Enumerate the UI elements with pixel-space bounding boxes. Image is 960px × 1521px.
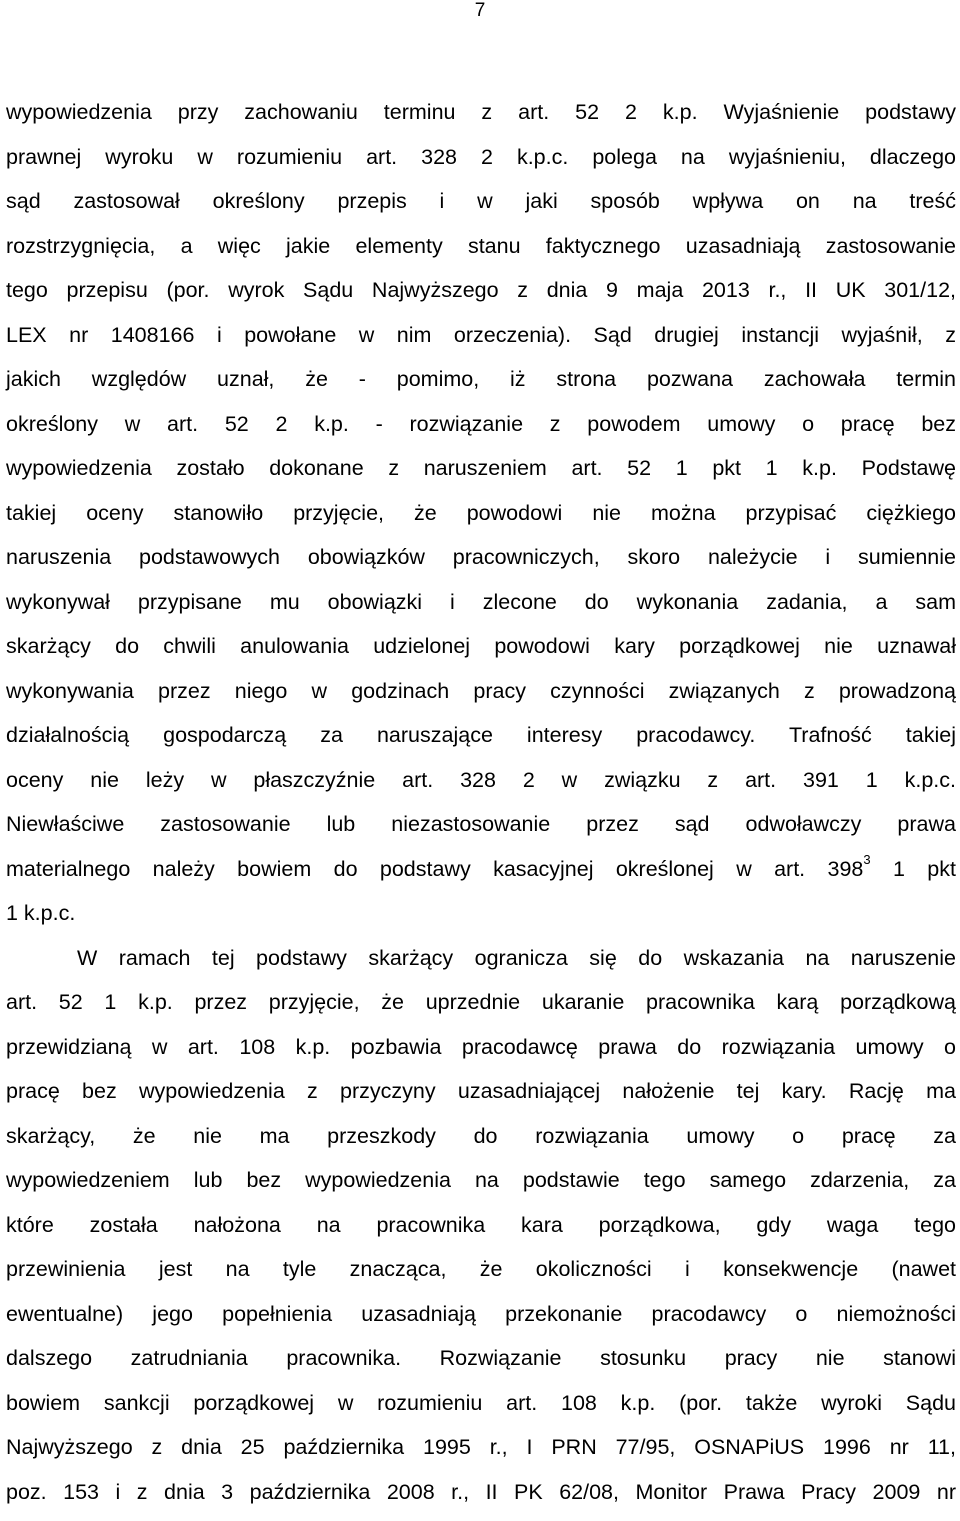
text-line [6, 943, 956, 988]
text-line [6, 1254, 956, 1299]
line-text: przewidzianą w art. 108 k.p. pozbawia pracodawcę prawa do rozwiązania umowy o [6, 1035, 956, 1059]
text-line [6, 1432, 956, 1477]
line-text: przewinienia jest na tyle znacząca, że okoliczności i konsekwencje (nawet [6, 1257, 956, 1281]
superscript: 3 [863, 852, 870, 867]
text-line [6, 498, 956, 543]
text-line [6, 142, 956, 187]
line-text: 1 k.p.c. [6, 901, 75, 925]
text-line [6, 1210, 956, 1255]
text-line [6, 1032, 956, 1077]
text-line [6, 1388, 956, 1433]
text-line [6, 364, 956, 409]
line-text: Niewłaściwe zastosowanie lub niezastosowanie przez sąd odwoławczy prawa [6, 812, 956, 836]
text-line [6, 676, 956, 721]
text-line [6, 631, 956, 676]
line-text: pracę bez wypowiedzenia z przyczyny uzasadniającej nałożenie tej kary. Rację ma [6, 1079, 956, 1103]
line-text: ewentualne) jego popełnienia uzasadniają przekonanie pracodawcy o niemożności [6, 1302, 956, 1326]
line-text: W ramach tej podstawy skarżący ogranicza się do wskazania na naruszenie [77, 946, 956, 970]
document-body [6, 97, 956, 1521]
text-line [6, 898, 956, 943]
text-line [6, 453, 956, 498]
line-text: dalszego zatrudniania pracownika. Rozwiązanie stosunku pracy nie stanowi [6, 1346, 956, 1370]
line-text: prawnej wyroku w rozumieniu art. 328 2 k.p.c. polega na wyjaśnieniu, dlaczego [6, 145, 956, 169]
line-text: oceny nie leży w płaszczyźnie art. 328 2 w związku z art. 391 1 k.p.c. [6, 768, 956, 792]
text-line [6, 275, 956, 320]
line-text: naruszenia podstawowych obowiązków pracowniczych, skoro należycie i sumiennie [6, 545, 956, 569]
line-text: wykonywał przypisane mu obowiązki i zlecone do wykonania zadania, a sam [6, 590, 956, 614]
line-text: Najwyższego z dnia 25 października 1995 r., I PRN 77/95, OSNAPiUS 1996 nr 11, [6, 1435, 956, 1459]
line-text: działalnością gospodarczą za naruszające interesy pracodawcy. Trafność takiej [6, 723, 956, 747]
page-number: 7 [0, 0, 960, 22]
line-text: które została nałożona na pracownika kara porządkowa, gdy waga tego [6, 1213, 956, 1237]
line-text: poz. 153 i z dnia 3 października 2008 r., II PK 62/08, Monitor Prawa Pracy 2009 nr [6, 1480, 956, 1504]
line-text: wypowiedzeniem lub bez wypowiedzenia na podstawie tego samego zdarzenia, za [6, 1168, 956, 1192]
text-line [6, 765, 956, 810]
line-text: tego przepisu (por. wyrok Sądu Najwyższego z dnia 9 maja 2013 r., II UK 301/12, [6, 278, 956, 302]
text-line [6, 231, 956, 276]
line-text: bowiem sankcji porządkowej w rozumieniu art. 108 k.p. (por. także wyroki Sądu [6, 1391, 956, 1415]
text-line [6, 720, 956, 765]
text-line [6, 809, 956, 854]
line-text: sąd zastosował określony przepis i w jaki sposób wpływa on na treść [6, 189, 956, 213]
text-line [6, 1477, 956, 1521]
line-text: wypowiedzenia przy zachowaniu terminu z art. 52 2 k.p. Wyjaśnienie podstawy [6, 100, 956, 124]
line-text: skarżący, że nie ma przeszkody do rozwiązania umowy o pracę za [6, 1124, 956, 1148]
line-text: skarżący do chwili anulowania udzielonej powodowi kary porządkowej nie uznawał [6, 634, 956, 658]
line-text: art. 52 1 k.p. przez przyjęcie, że uprzednie ukaranie pracownika karą porządkową [6, 990, 956, 1014]
text-line [6, 1076, 956, 1121]
line-text: określony w art. 52 2 k.p. - rozwiązanie z powodem umowy o pracę bez [6, 412, 956, 436]
text-line [6, 1343, 956, 1388]
text-line [6, 97, 956, 142]
line-text: LEX nr 1408166 i powołane w nim orzeczenia). Sąd drugiej instancji wyjaśnił, z [6, 323, 956, 347]
line-text: wypowiedzenia zostało dokonane z naruszeniem art. 52 1 pkt 1 k.p. Podstawę [6, 456, 956, 480]
text-line [6, 409, 956, 454]
text-line [6, 987, 956, 1032]
line-text: wykonywania przez niego w godzinach pracy czynności związanych z prowadzoną [6, 679, 956, 703]
line-text: takiej oceny stanowiło przyjęcie, że powodowi nie można przypisać ciężkiego [6, 501, 956, 525]
text-line [6, 1121, 956, 1166]
line-text-continuation: 1 pkt [871, 857, 956, 881]
text-line [6, 587, 956, 632]
text-line [6, 542, 956, 587]
text-line [6, 320, 956, 365]
line-text: jakich względów uznał, że - pomimo, iż strona pozwana zachowała termin [6, 367, 956, 391]
text-line [6, 1165, 956, 1210]
line-text: materialnego należy bowiem do podstawy kasacyjnej określonej w art. 398 [6, 857, 863, 881]
line-text: rozstrzygnięcia, a więc jakie elementy stanu faktycznego uzasadniają zastosowanie [6, 234, 956, 258]
text-line [6, 854, 956, 899]
text-line [6, 186, 956, 231]
text-line [6, 1299, 956, 1344]
